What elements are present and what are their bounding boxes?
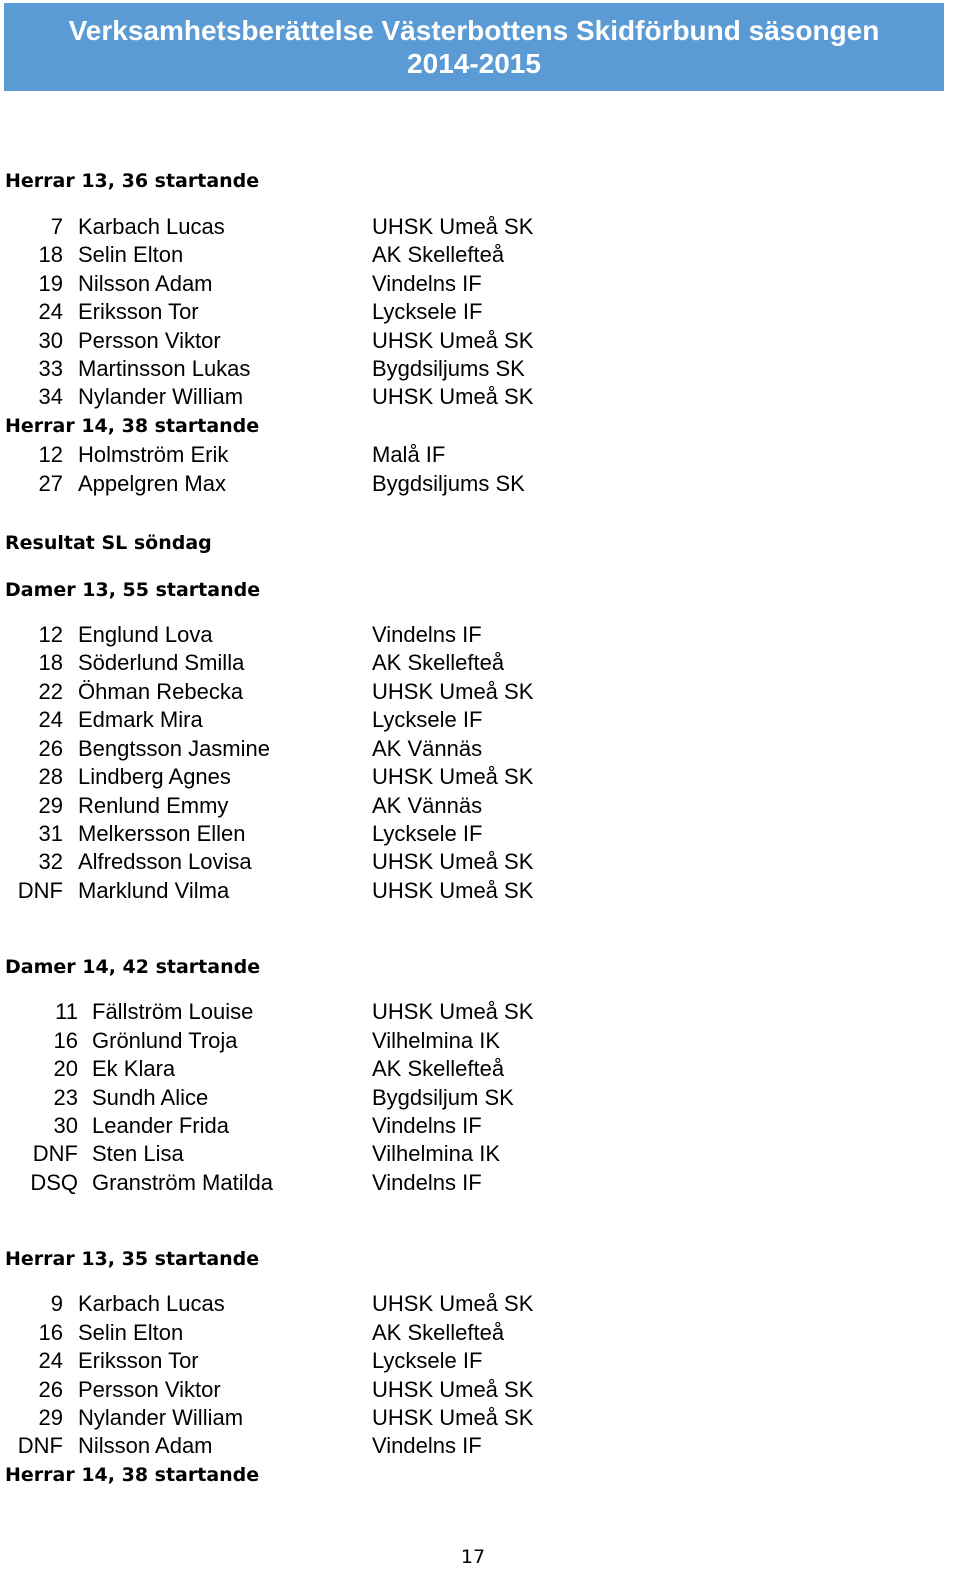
athlete-name: Söderlund Smilla	[78, 650, 245, 675]
result-row	[0, 1027, 940, 1055]
place: 12	[38, 442, 63, 467]
club-name: Vindelns IF	[372, 271, 482, 296]
result-row	[0, 1432, 940, 1460]
place: 24	[38, 299, 63, 324]
club-name: UHSK Umeå SK	[372, 878, 534, 903]
athlete-name: Lindberg Agnes	[78, 764, 231, 789]
document-title: Verksamhetsberättelse Västerbottens Skidförbund säsongen 2014-2015	[68, 15, 880, 79]
club-name: UHSK Umeå SK	[372, 764, 534, 789]
result-row	[0, 298, 940, 326]
athlete-name: Martinsson Lukas	[78, 356, 251, 381]
result-row	[0, 1140, 940, 1168]
place: DNF	[17, 878, 63, 903]
athlete-name: Eriksson Tor	[78, 299, 199, 324]
athlete-name: Fällström Louise	[92, 999, 254, 1024]
athlete-name: Leander Frida	[92, 1113, 229, 1138]
section-heading-resultat-sondag: Resultat SL söndag	[5, 532, 212, 554]
athlete-name: Granström Matilda	[92, 1170, 273, 1195]
club-name: Lycksele IF	[372, 707, 483, 732]
athlete-name: Selin Elton	[78, 1320, 184, 1345]
section-heading-herrar-14-sondag: Herrar 14, 38 startande	[5, 1464, 260, 1486]
club-name: Lycksele IF	[372, 1348, 483, 1373]
club-name: Vindelns IF	[372, 622, 482, 647]
place: 29	[38, 793, 63, 818]
athlete-name: Grönlund Troja	[92, 1028, 238, 1053]
result-row	[0, 1347, 940, 1375]
section-heading-herrar-13-sondag: Herrar 13, 35 startande	[5, 1248, 260, 1270]
club-name: Malå IF	[372, 442, 446, 467]
club-name: UHSK Umeå SK	[372, 214, 534, 239]
place: 34	[38, 384, 63, 409]
club-name: UHSK Umeå SK	[372, 999, 534, 1024]
club-name: AK Vännäs	[372, 793, 483, 818]
place: DNF	[17, 1433, 63, 1458]
place: DNF	[32, 1141, 78, 1166]
athlete-name: Karbach Lucas	[78, 214, 225, 239]
result-row	[0, 1290, 940, 1318]
place: 23	[53, 1085, 78, 1110]
club-name: Lycksele IF	[372, 821, 483, 846]
place: 26	[38, 1377, 63, 1402]
result-row	[0, 820, 940, 848]
club-name: Bygdsiljum SK	[372, 1085, 514, 1110]
athlete-name: Englund Lova	[78, 622, 213, 647]
athlete-name: Karbach Lucas	[78, 1291, 225, 1316]
result-row	[0, 1055, 940, 1083]
athlete-name: Renlund Emmy	[78, 793, 229, 818]
club-name: Vindelns IF	[372, 1170, 482, 1195]
athlete-name: Appelgren Max	[78, 471, 226, 496]
place: DSQ	[30, 1170, 78, 1195]
club-name: AK Skellefteå	[372, 1056, 505, 1081]
athlete-name: Alfredsson Lovisa	[78, 849, 252, 874]
place: 31	[38, 821, 63, 846]
result-row	[0, 1319, 940, 1347]
club-name: Bygdsiljums SK	[372, 356, 525, 381]
place: 11	[55, 999, 78, 1024]
athlete-name: Nylander William	[78, 384, 244, 409]
result-row	[0, 621, 940, 649]
athlete-name: Nilsson Adam	[78, 1433, 213, 1458]
club-name: UHSK Umeå SK	[372, 679, 534, 704]
athlete-name: Melkersson Ellen	[78, 821, 246, 846]
place: 24	[38, 1348, 63, 1373]
place: 18	[38, 650, 63, 675]
place: 26	[38, 736, 63, 761]
place: 12	[38, 622, 63, 647]
result-row	[0, 848, 940, 876]
athlete-name: Nylander William	[78, 1405, 244, 1430]
result-row	[0, 241, 940, 269]
athlete-name: Selin Elton	[78, 242, 184, 267]
result-row	[0, 327, 940, 355]
athlete-name: Edmark Mira	[78, 707, 203, 732]
athlete-name: Eriksson Tor	[78, 1348, 199, 1373]
athlete-name: Persson Viktor	[78, 328, 221, 353]
section-heading-damer-13: Damer 13, 55 startande	[5, 579, 261, 601]
place: 9	[50, 1291, 63, 1316]
result-row	[0, 270, 940, 298]
result-row	[0, 1376, 940, 1404]
result-row	[0, 735, 940, 763]
place: 7	[50, 214, 63, 239]
club-name: UHSK Umeå SK	[372, 384, 534, 409]
section-heading-herrar-14: Herrar 14, 38 startande	[5, 415, 260, 437]
athlete-name: Sten Lisa	[92, 1141, 184, 1166]
club-name: UHSK Umeå SK	[372, 328, 534, 353]
result-row	[0, 441, 940, 469]
place: 27	[38, 471, 63, 496]
place: 28	[38, 764, 63, 789]
result-row	[0, 213, 940, 241]
club-name: UHSK Umeå SK	[372, 1291, 534, 1316]
result-row	[0, 678, 940, 706]
result-row	[0, 355, 940, 383]
place: 30	[53, 1113, 78, 1138]
place: 20	[53, 1056, 78, 1081]
place: 30	[38, 328, 63, 353]
place: 29	[38, 1405, 63, 1430]
section-heading-damer-14: Damer 14, 42 startande	[5, 956, 261, 978]
result-row	[0, 1084, 940, 1112]
club-name: Vilhelmina IK	[372, 1028, 500, 1053]
result-row	[0, 877, 940, 905]
result-row	[0, 470, 940, 498]
athlete-name: Sundh Alice	[92, 1085, 209, 1110]
athlete-name: Öhman Rebecka	[78, 679, 244, 704]
club-name: Vindelns IF	[372, 1113, 482, 1138]
place: 16	[38, 1320, 63, 1345]
club-name: UHSK Umeå SK	[372, 1405, 534, 1430]
place: 32	[38, 849, 63, 874]
club-name: AK Skellefteå	[372, 242, 505, 267]
page-number: 17	[460, 1546, 486, 1568]
section-heading-herrar-13: Herrar 13, 36 startande	[5, 170, 260, 192]
result-row	[0, 706, 940, 734]
club-name: Vilhelmina IK	[372, 1141, 500, 1166]
place: 33	[38, 356, 63, 381]
club-name: AK Vännäs	[372, 736, 483, 761]
result-row	[0, 998, 940, 1026]
athlete-name: Persson Viktor	[78, 1377, 221, 1402]
place: 16	[53, 1028, 78, 1053]
club-name: Vindelns IF	[372, 1433, 482, 1458]
athlete-name: Nilsson Adam	[78, 271, 213, 296]
club-name: Bygdsiljums SK	[372, 471, 525, 496]
result-row	[0, 649, 940, 677]
club-name: Lycksele IF	[372, 299, 483, 324]
document-header	[4, 3, 944, 91]
place: 19	[38, 271, 63, 296]
athlete-name: Ek Klara	[92, 1056, 176, 1081]
result-row	[0, 1169, 940, 1197]
club-name: AK Skellefteå	[372, 650, 505, 675]
place: 22	[38, 679, 63, 704]
athlete-name: Holmström Erik	[78, 442, 229, 467]
result-row	[0, 383, 940, 411]
place: 18	[38, 242, 63, 267]
result-row	[0, 792, 940, 820]
result-row	[0, 763, 940, 791]
place: 24	[38, 707, 63, 732]
club-name: UHSK Umeå SK	[372, 849, 534, 874]
athlete-name: Bengtsson Jasmine	[78, 736, 270, 761]
result-row	[0, 1404, 940, 1432]
club-name: UHSK Umeå SK	[372, 1377, 534, 1402]
athlete-name: Marklund Vilma	[78, 878, 230, 903]
club-name: AK Skellefteå	[372, 1320, 505, 1345]
result-row	[0, 1112, 940, 1140]
